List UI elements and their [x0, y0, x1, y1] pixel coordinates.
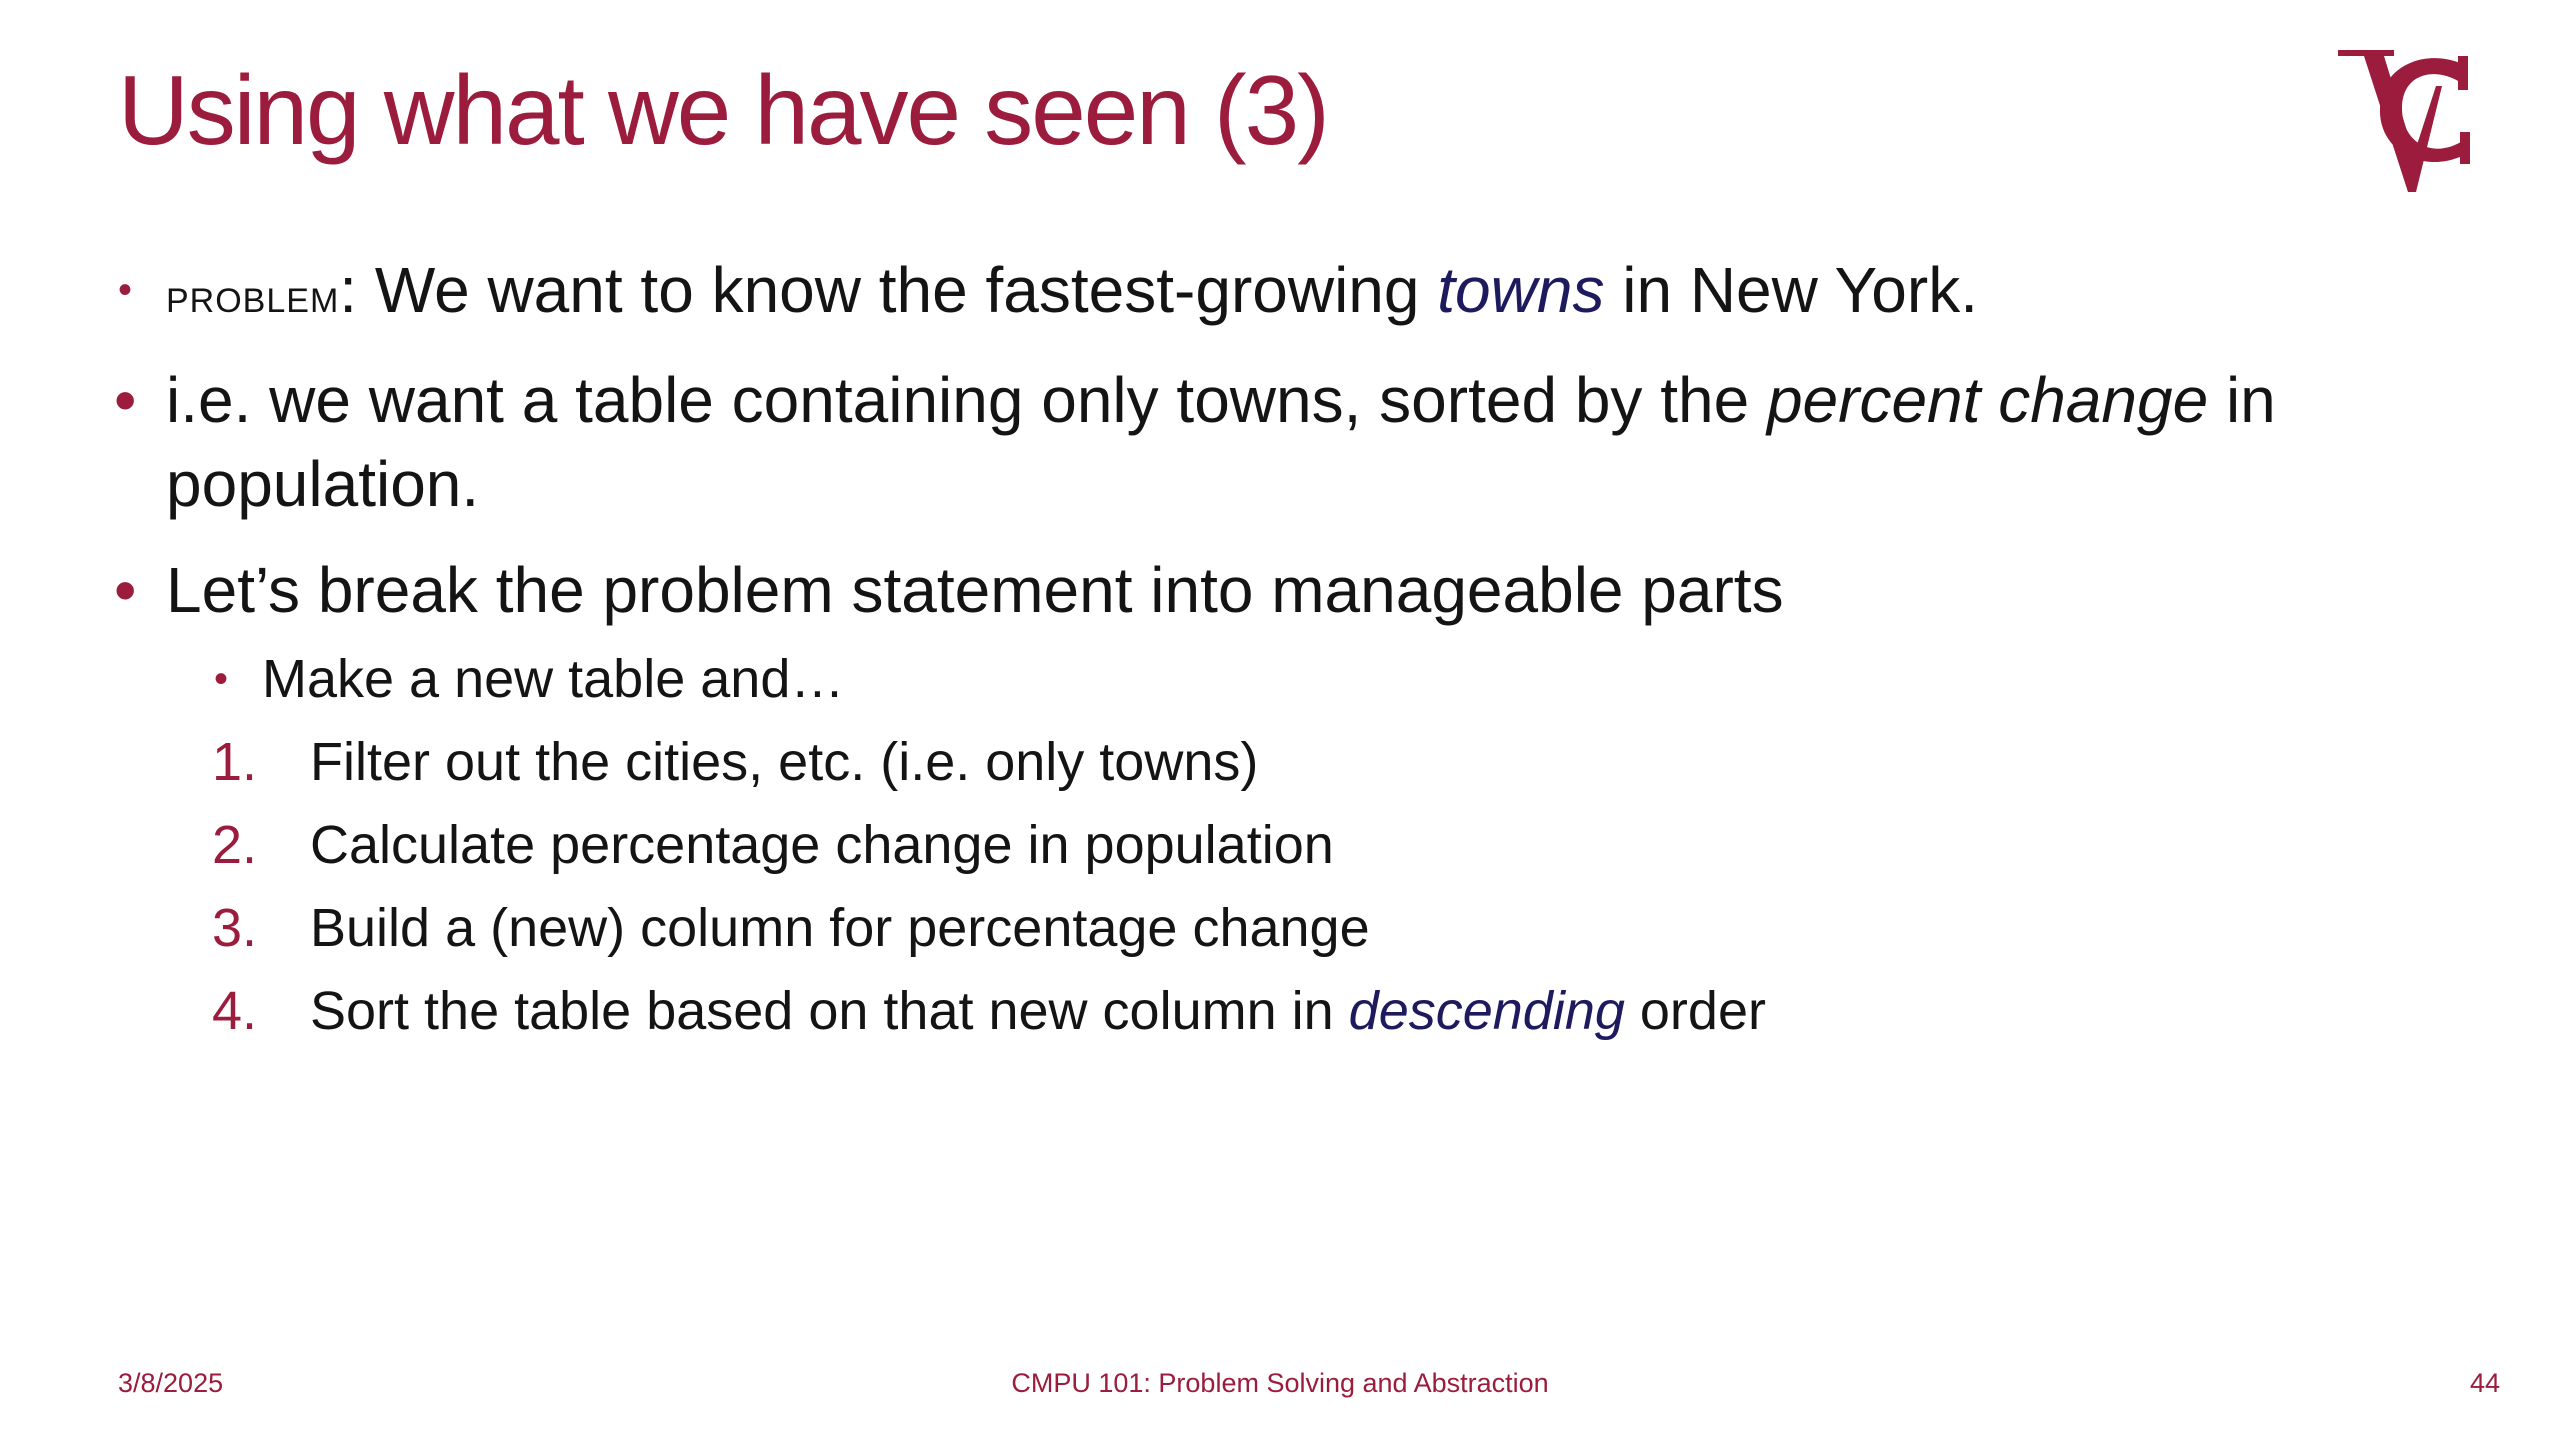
vassar-vc-logo: [2338, 46, 2490, 194]
step-text: Build a (new) column for percentage change: [310, 898, 1370, 958]
step-number: 1.: [212, 732, 258, 792]
step-text: Calculate percentage change in population: [310, 815, 1334, 875]
footer-date: 3/8/2025: [118, 1368, 224, 1398]
bullet-icon: •: [118, 268, 133, 312]
problem-label: problem: [166, 270, 340, 323]
bullet-break-down: • Let’s break the problem statement into manageable parts: [166, 548, 1784, 632]
sub-bullet: • Make a new table and…: [262, 644, 844, 714]
bullet-table-goal: [114, 358, 2466, 526]
bullet-icon: •: [214, 657, 229, 701]
bullet-icon: •: [114, 364, 137, 436]
emphasis-percent-change: percent change: [1766, 364, 2209, 436]
slide-title: Using what we have seen (3): [118, 55, 1328, 165]
step-text: Filter out the cities, etc. (i.e. only towns): [310, 732, 1259, 792]
goal-line-1: i.e. we want a table containing only towns, sorted by the percent change in: [166, 364, 2276, 436]
step-number: 4.: [212, 981, 258, 1041]
bullet-icon: •: [114, 554, 137, 626]
bullet-problem: • problem: We want to know the fastest-growing towns in New York.: [166, 248, 1978, 339]
emphasis-descending: descending: [1348, 981, 1625, 1041]
step-number: 3.: [212, 898, 258, 958]
problem-text: We want to know the fastest-growing: [374, 254, 1438, 326]
goal-line-2: population.: [166, 448, 480, 520]
emphasis-towns: towns: [1437, 254, 1605, 326]
footer-course: CMPU 101: Problem Solving and Abstraction: [1011, 1368, 1549, 1398]
step-text: Sort the table based on that new column in descending order: [310, 981, 1766, 1041]
step-number: 2.: [212, 815, 258, 875]
footer-page-number: 44: [2469, 1368, 2500, 1398]
